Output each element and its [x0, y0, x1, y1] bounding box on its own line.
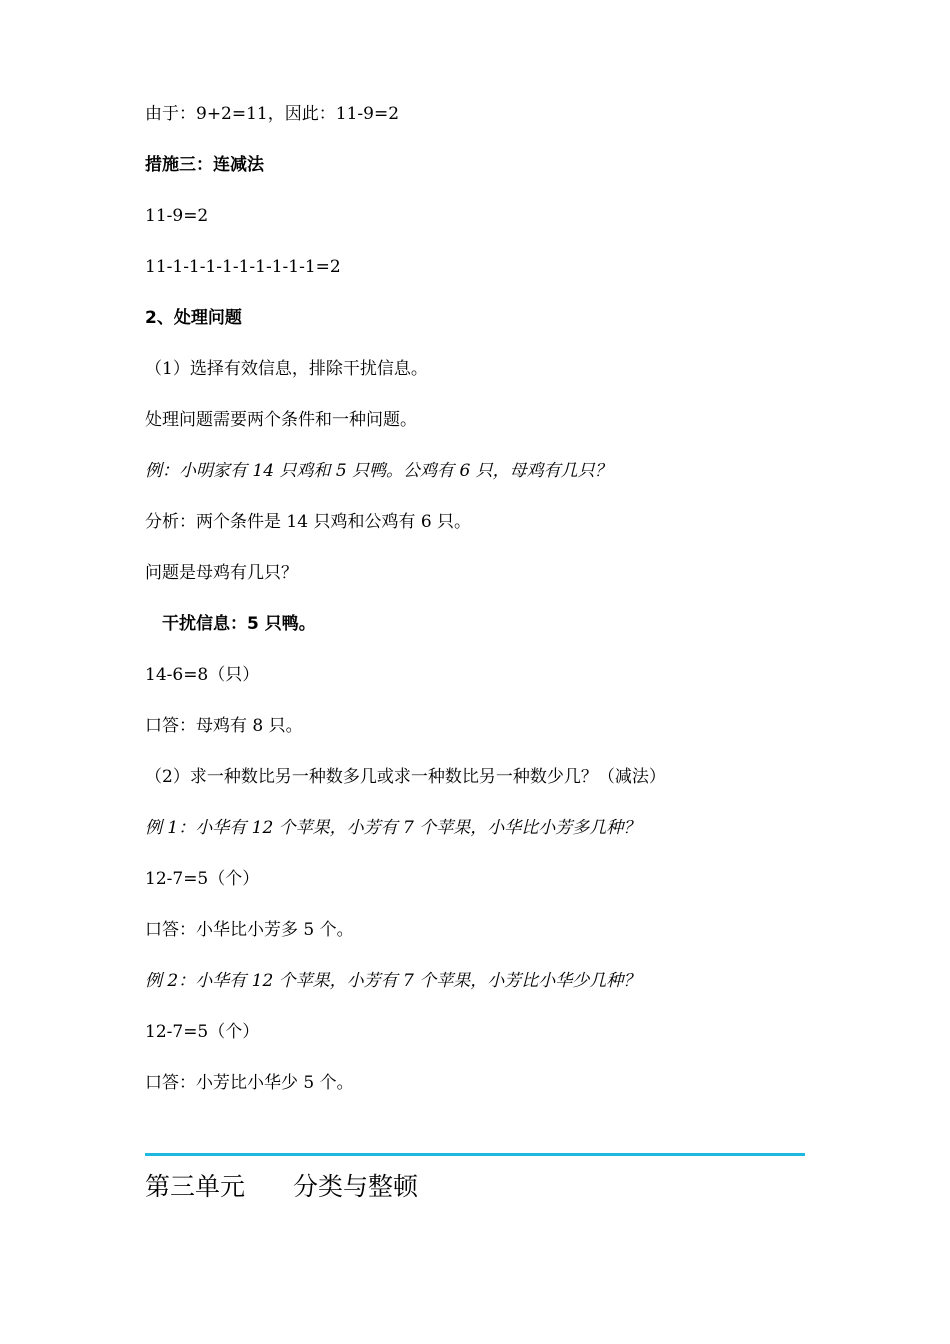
- text-line-4: 11-1-1-1-1-1-1-1-1-1=2: [145, 257, 341, 277]
- text-line-16: 12-7=5（个）: [145, 869, 260, 889]
- section-divider: [145, 1153, 805, 1156]
- interference-info: 干扰信息：5 只鸭。: [162, 614, 316, 634]
- text-line-9: 分析：两个条件是 14 只鸡和公鸡有 6 只。: [145, 512, 472, 532]
- section-number: 第三单元: [145, 1172, 246, 1201]
- text-line-17: 口答：小华比小芳多 5 个。: [145, 920, 354, 940]
- section-name: 分类与整顿: [293, 1172, 419, 1201]
- text-line-7: 处理问题需要两个条件和一种问题。: [145, 410, 417, 430]
- example-line-3: 例 2：小华有 12 个苹果，小芳有 7 个苹果，小芳比小华少几种？: [145, 971, 641, 991]
- text-line-1: 由于：9+2=11，因此：11-9=2: [145, 104, 400, 124]
- text-line-6: （1）选择有效信息，排除干扰信息。: [145, 359, 428, 379]
- text-line-20: 口答：小芳比小华少 5 个。: [145, 1073, 354, 1093]
- solve-problem-heading: 2、处理问题: [145, 308, 242, 328]
- text-line-12: 14-6=8（只）: [145, 665, 260, 685]
- example-line-1: 例：小明家有 14 只鸡和 5 只鸭。公鸡有 6 只，母鸡有几只？: [145, 461, 612, 481]
- text-line-14: （2）求一种数比另一种数多几或求一种数比另一种数少几？（减法）: [145, 767, 666, 787]
- method-three-heading: 措施三：连减法: [145, 155, 264, 175]
- text-line-10: 问题是母鸡有几只？: [145, 563, 298, 583]
- text-line-3: 11-9=2: [145, 206, 209, 226]
- text-line-19: 12-7=5（个）: [145, 1022, 260, 1042]
- example-line-2: 例 1：小华有 12 个苹果，小芳有 7 个苹果，小华比小芳多几种？: [145, 818, 641, 838]
- section-title: [145, 1170, 418, 1204]
- text-line-13: 口答：母鸡有 8 只。: [145, 716, 303, 736]
